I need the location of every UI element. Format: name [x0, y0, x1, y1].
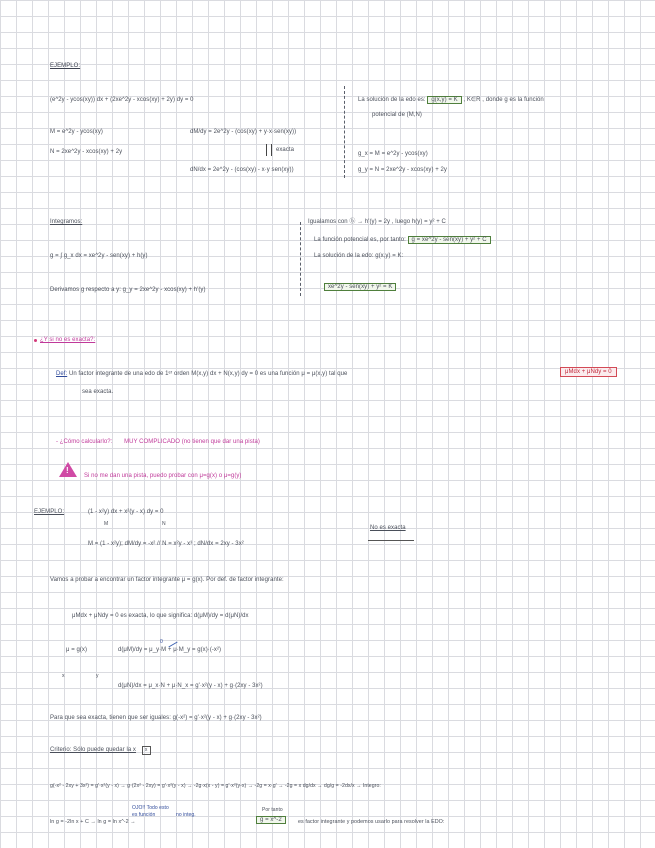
dmuN-line: d(μN)/dx = μ_x·N + μ·N_x = g'·x²(y - x) + g·(2xy - 3x²) [118, 683, 263, 689]
how-question: - ¿Cómo calcularlo?: MUY COMPLICADO (no tienen que dar una pista) [56, 439, 260, 445]
criterion-line: Criterio: Sólo puede quedar la x x [50, 746, 151, 755]
m-underlabel: M [104, 521, 109, 527]
double-underline [368, 540, 414, 541]
dmuM-line: d(μM)/dy = μ_y·M + μ·M_y = g(x)·(-x²) [118, 647, 222, 653]
zero-note: 0 [160, 639, 163, 645]
exactness-condition: μMdx + μNdy = 0 es exacta, lo que significa: d(μM)/dy = d(μN)/dx [72, 613, 249, 619]
match-line: Igualamos con ⓑ → h'(y) = 2y , luego h(y) = y² + C [308, 219, 446, 225]
definition-end: sea exacta. [82, 389, 114, 395]
x-branch: x [62, 673, 65, 679]
final-line: es factor integrante y podemos usarlo para resolver la EDO: [298, 819, 445, 825]
potential-box: g = xe^2y - sen(xy) + y² + C [408, 236, 491, 244]
gx-equation: g_x = M = e^2y - ycos(xy) [358, 151, 428, 157]
divider-line [344, 86, 345, 178]
equal-bars [266, 144, 272, 156]
integrate-heading: Integramos: [50, 219, 83, 225]
mu-gx: μ = g(x) [66, 647, 88, 653]
example2-heading: EJEMPLO: [34, 509, 65, 515]
try-factor-line: Vamos a probar a encontrar un factor integrante μ = g(x). Por def. de factor integrante: [50, 577, 284, 583]
derive-line: Derivamos g respecto a y: g_y = 2xe^2y - xcos(xy) + h'(y) [50, 287, 206, 293]
solution-text: La solución de la edo es: g(x,y) = K , K∈R , donde g es la función [358, 97, 544, 103]
therefore-note: Por tanto [262, 807, 283, 813]
ode-equation: (e^2y - ycos(xy)) dx + (2xe^2y - xcos(xy) + 2y) dy = 0 [50, 97, 194, 103]
mn-derivatives: M = (1 - x²y); dM/dy = -x² // N = x²y - x³ ; dN/dx = 2xy - 3x² [88, 541, 244, 547]
definition-line: Def: Un factor integrante de una edo de 1ᵉʳ orden M(x,y) dx + N(x,y) dy = 0 es una función μ = μ(x,y) tal que [56, 371, 348, 377]
m-definition: M = e^2y - ycos(xy) [50, 129, 103, 135]
not-exact-question: ¿Y si no es exacta?: [40, 337, 96, 343]
ln-line: ln g = -2ln x + C → ln g = ln x^-2 → [50, 819, 136, 825]
warning-icon [59, 462, 77, 477]
g-integral: g = ∫ g_x dx = xe^2y - sen(xy) + h(y) [50, 253, 148, 259]
y-branch: y [96, 673, 99, 679]
final-solution [324, 283, 396, 291]
edo-solution: La solución de la edo: g(x,y) = K: [314, 253, 404, 259]
potential-text: potencial de (M,N) [372, 112, 422, 118]
divider-line-2 [300, 222, 301, 296]
potential-function: La función potencial es, por tanto: g = xe^2y - sen(xy) + y² + C [314, 236, 491, 244]
exact-label: exacta [276, 147, 294, 153]
factor-box: g = x^-2 [256, 816, 286, 824]
final-solution-box: xe^2y - sen(xy) + y² = K [324, 283, 396, 291]
n-underlabel: N [162, 521, 166, 527]
integrating-factor-box: μMdx + μNdy = 0 [560, 368, 617, 376]
no-integ-note: no integ. [176, 812, 196, 818]
hint-warning: Si no me dan una pista, puedo probar con μ=g(x) o μ=g(y) [84, 473, 242, 479]
ojo-note-2: es función [132, 812, 156, 818]
dm-dy: dM/dy = 2e^2y - (cos(xy) + y·x·sen(xy)) [190, 129, 297, 135]
derivation-line: g(-x² - 2xy + 3x²) = g'·x²(y - x) → g·(2x² - 2xy) = g'·x²(y - x) → -2g·x(x - y) = g'·x²(y-x) → -2g = x·g' → -2g = x dg/dx → dg/g = -2dx/x → Integro: [50, 783, 381, 789]
n-definition: N = 2xe^2y - xcos(xy) + 2y [50, 149, 123, 155]
solution-box: g(x,y) = K [427, 96, 461, 104]
example-heading: EJEMPLO: [50, 63, 81, 69]
dn-dx: dN/dx = 2e^2y - (cos(xy) - x·y sen(xy)) [190, 167, 294, 173]
bullet-icon [34, 339, 37, 342]
equality-line: Para que sea exacta, tienen que ser iguales: g(-x²) = g'·x²(y - x) + g·(2xy - 3x²) [50, 715, 262, 721]
gy-equation: g_y = N = 2xe^2y - xcos(xy) + 2y [358, 167, 447, 173]
ojo-note: OJO!! Todo esto [132, 805, 169, 811]
ode2-equation: (1 - x²y) dx + x²(y - x) dy = 0 [88, 509, 164, 515]
not-exact-label: No es exacta [370, 525, 406, 531]
